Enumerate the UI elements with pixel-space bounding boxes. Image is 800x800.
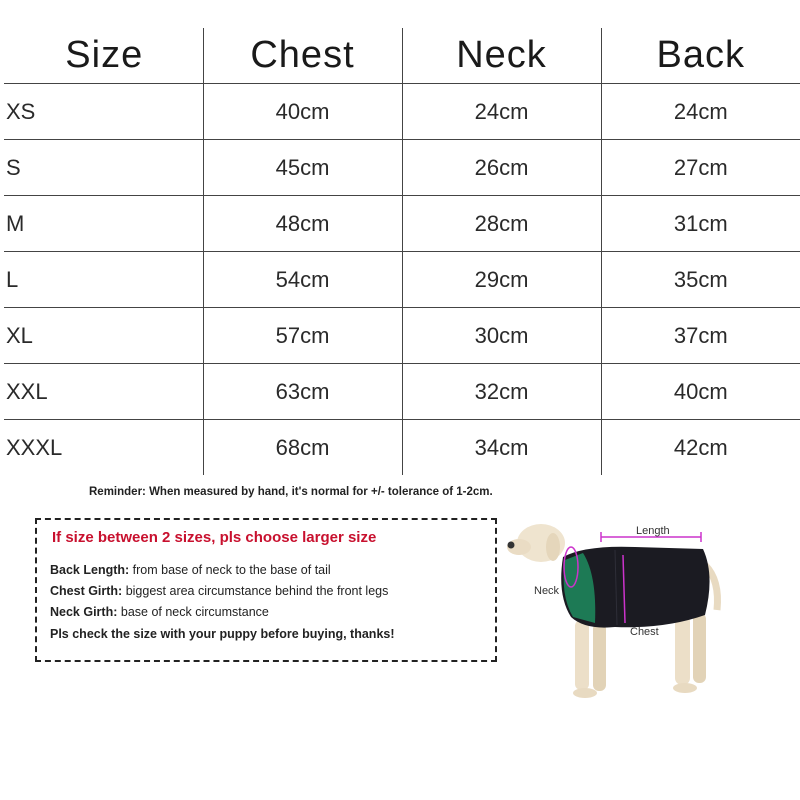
chest-girth-label: Chest Girth: (50, 584, 123, 598)
table-row (4, 84, 800, 140)
chest-cell: 40cm (203, 84, 402, 140)
back-length-label: Back Length: (50, 563, 130, 577)
chest-cell: 54cm (203, 252, 402, 308)
length-label: Length (636, 525, 670, 537)
back-cell: 37cm (601, 308, 800, 364)
neck-label: Neck (534, 585, 560, 597)
table-row (4, 140, 800, 196)
table-row (4, 308, 800, 364)
check-size-note: Pls check the size with your puppy before buying, thanks! (50, 627, 395, 641)
back-cell: 40cm (601, 364, 800, 420)
table-row (4, 364, 800, 420)
size-cell: L (4, 252, 203, 308)
chest-cell: 63cm (203, 364, 402, 420)
table-header-row (4, 28, 800, 84)
back-cell: 24cm (601, 84, 800, 140)
neck-girth-note (50, 605, 269, 619)
back-cell: 35cm (601, 252, 800, 308)
size-cell: XXL (4, 364, 203, 420)
neck-cell: 28cm (402, 196, 601, 252)
sizing-tips-box (35, 518, 497, 662)
table-row (4, 196, 800, 252)
header-back: Back (601, 28, 800, 84)
back-length-note (50, 563, 331, 577)
tolerance-reminder: Reminder: When measured by hand, it's normal for +/- tolerance of 1-2cm. (89, 486, 493, 498)
neck-girth-label: Neck Girth: (50, 605, 118, 619)
chest-label: Chest (630, 626, 659, 638)
dog-ear (546, 533, 560, 561)
size-chart-table (4, 28, 800, 475)
size-cell: M (4, 196, 203, 252)
back-length-text: from base of neck to the base of tail (129, 563, 331, 577)
size-cell: S (4, 140, 203, 196)
back-cell: 31cm (601, 196, 800, 252)
neck-cell: 30cm (402, 308, 601, 364)
size-cell: XXXL (4, 420, 203, 476)
neck-cell: 34cm (402, 420, 601, 476)
chest-cell: 45cm (203, 140, 402, 196)
chest-cell: 57cm (203, 308, 402, 364)
header-chest: Chest (203, 28, 402, 84)
neck-cell: 29cm (402, 252, 601, 308)
table-row (4, 420, 800, 476)
dog-nose (508, 542, 515, 549)
chest-girth-text: biggest area circumstance behind the front legs (122, 584, 389, 598)
chest-cell: 68cm (203, 420, 402, 476)
header-neck: Neck (402, 28, 601, 84)
dog-hind-leg (675, 615, 690, 685)
chest-cell: 48cm (203, 196, 402, 252)
larger-size-advice: If size between 2 sizes, pls choose larger size (52, 529, 377, 546)
size-cell: XS (4, 84, 203, 140)
table-row (4, 252, 800, 308)
back-cell: 27cm (601, 140, 800, 196)
neck-cell: 26cm (402, 140, 601, 196)
header-size: Size (4, 28, 203, 84)
neck-cell: 24cm (402, 84, 601, 140)
neck-cell: 32cm (402, 364, 601, 420)
dog-front-leg (575, 620, 589, 690)
neck-girth-text: base of neck circumstance (117, 605, 269, 619)
size-cell: XL (4, 308, 203, 364)
dog-measurement-diagram (505, 505, 725, 725)
chest-girth-note (50, 584, 388, 598)
back-cell: 42cm (601, 420, 800, 476)
